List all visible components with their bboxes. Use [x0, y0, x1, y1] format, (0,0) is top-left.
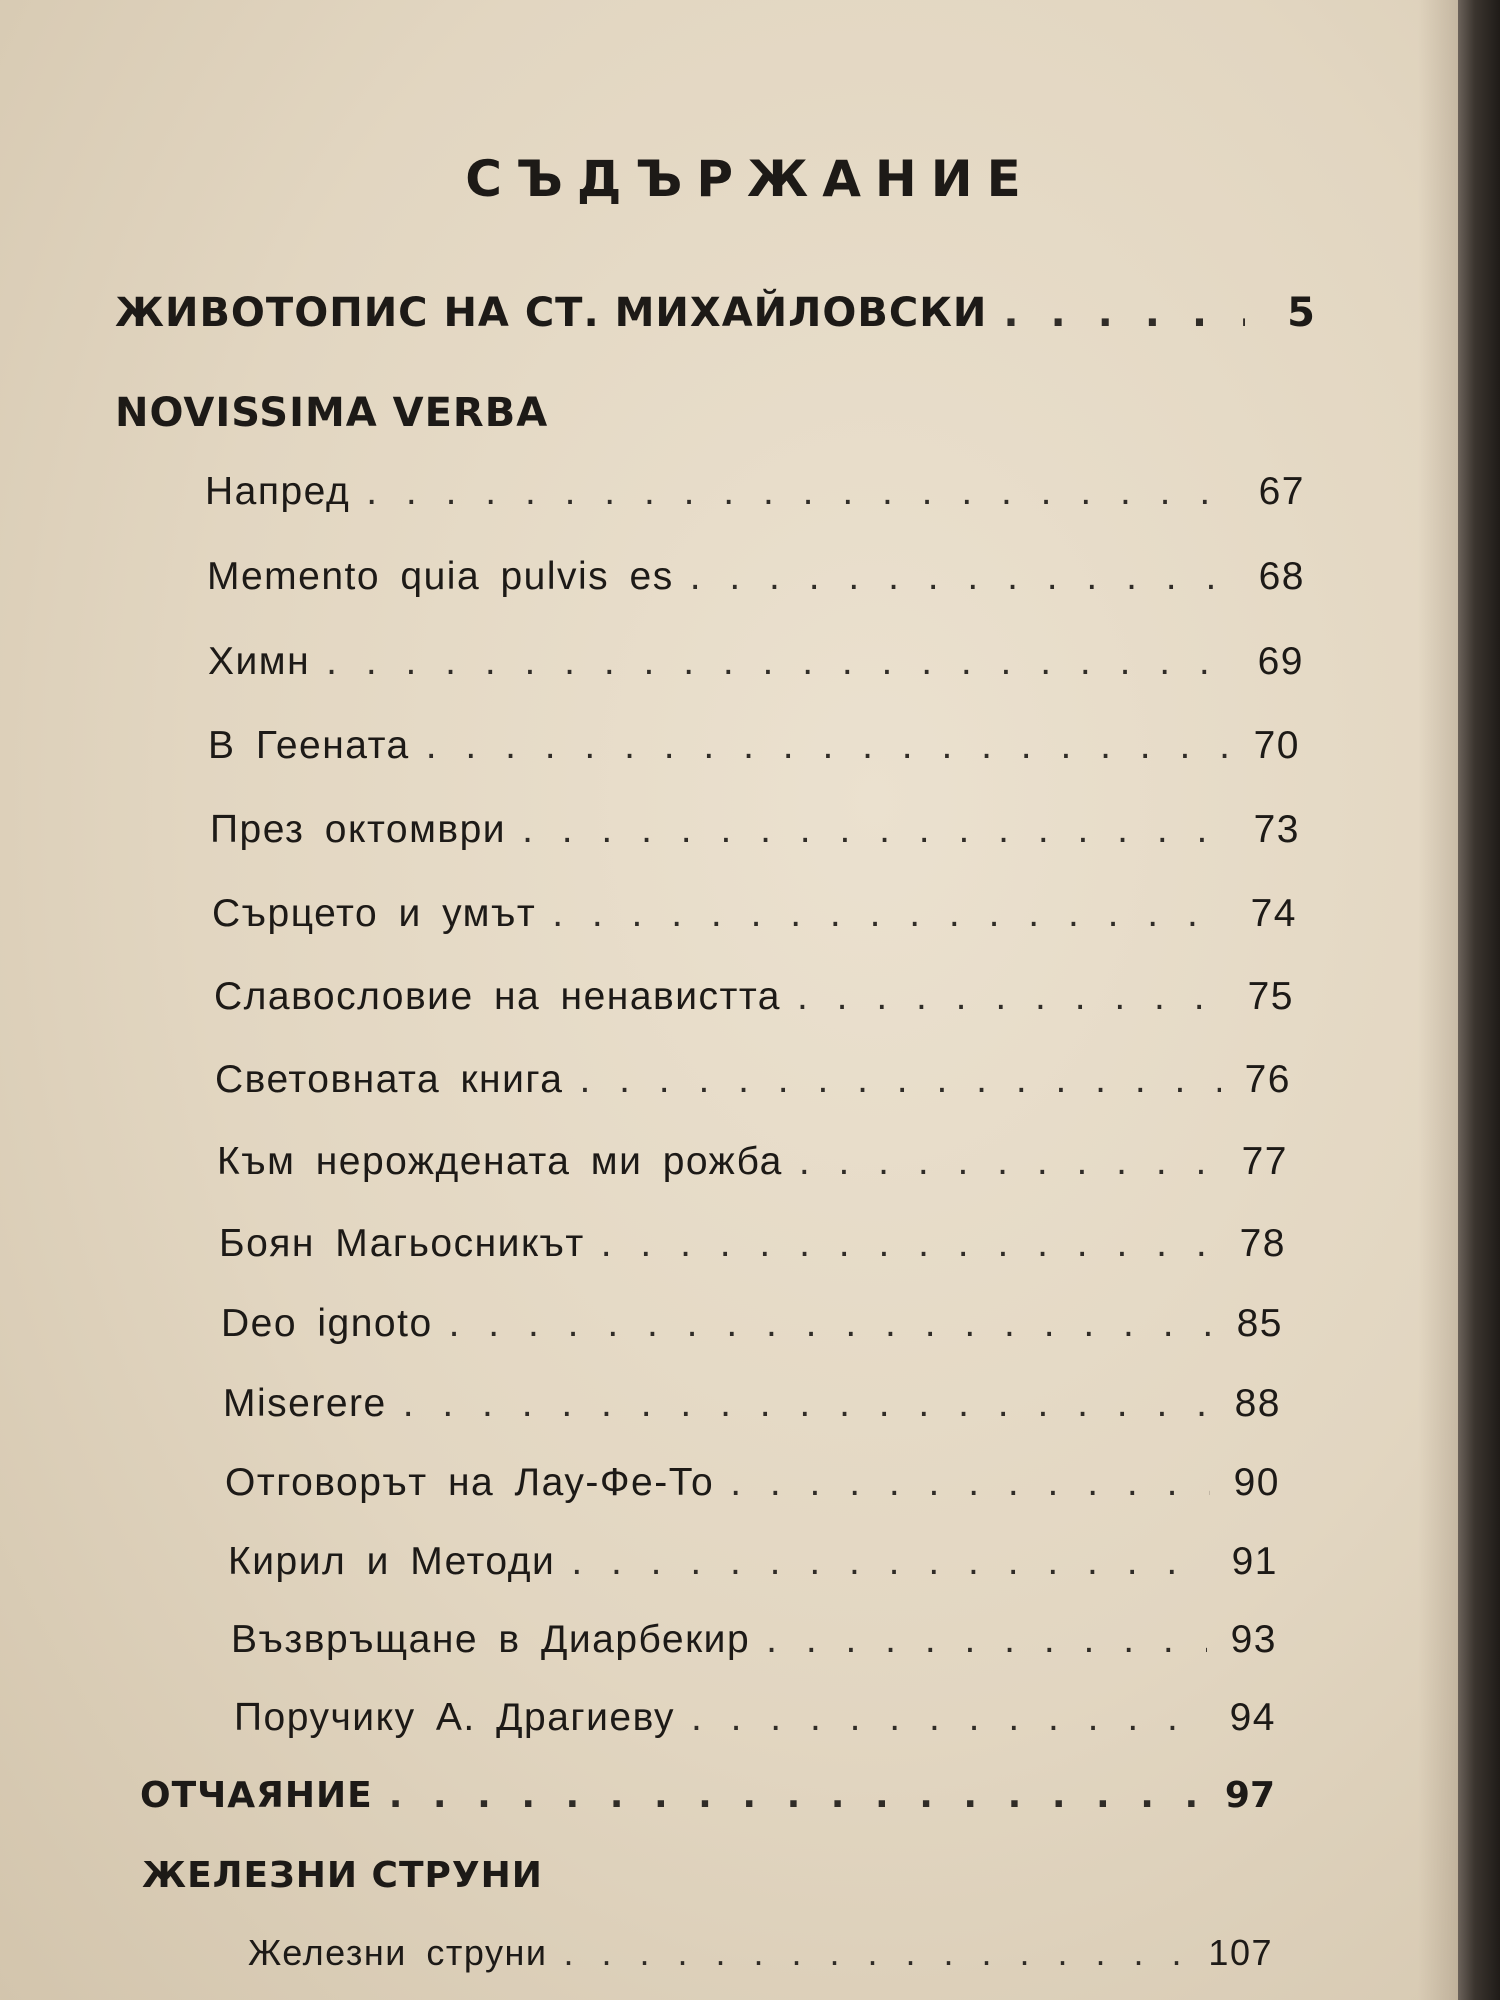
toc-page-number: 88	[1234, 1382, 1281, 1425]
toc-label: Deo ignoto	[221, 1302, 433, 1345]
toc-label: Сърцето и умът	[212, 892, 537, 935]
dot-leader	[730, 1461, 1210, 1505]
toc-label: Възвръщане в Диарбекир	[231, 1618, 751, 1661]
toc-label: В Геената	[208, 724, 410, 767]
toc-entry	[207, 555, 1305, 599]
toc-page-number: 73	[1253, 808, 1300, 851]
toc-label: ЖИВОТОПИС НА СТ. МИХАЙЛОВСКИ	[115, 290, 988, 336]
dot-leader	[563, 1932, 1198, 1974]
toc-label: През октомври	[210, 808, 507, 851]
dot-leader	[601, 1222, 1216, 1266]
toc-entry	[231, 1618, 1277, 1662]
toc-entry	[248, 1932, 1273, 1974]
toc-page-number: 76	[1244, 1058, 1291, 1101]
toc-page-number: 68	[1258, 555, 1305, 598]
toc-label: NOVISSIMA VERBA	[115, 390, 549, 436]
toc-entry	[217, 1140, 1288, 1184]
toc-label: Memento quia pulvis es	[207, 555, 674, 598]
toc-section-iron-strings	[142, 1855, 1272, 1896]
dot-leader	[766, 1618, 1207, 1662]
toc-page-number: 94	[1229, 1696, 1276, 1739]
dot-leader	[522, 808, 1230, 852]
toc-page-number: 77	[1241, 1140, 1288, 1183]
toc-label: Поручику А. Драгиеву	[234, 1696, 675, 1739]
toc-page-number: 75	[1247, 975, 1294, 1018]
toc-entry	[205, 470, 1305, 514]
toc-page-number: 67	[1258, 470, 1305, 513]
dot-leader	[579, 1058, 1221, 1102]
toc-page-number: 69	[1257, 640, 1304, 683]
toc-page-number: 93	[1230, 1618, 1277, 1661]
dot-leader	[426, 724, 1230, 768]
toc-label: Славословие на ненавистта	[214, 975, 781, 1018]
toc-section-despair	[140, 1775, 1275, 1816]
toc-entry	[228, 1540, 1278, 1584]
toc-section-biography	[115, 290, 1315, 336]
toc-label: ОТЧАЯНИЕ	[140, 1775, 373, 1816]
dot-leader	[552, 892, 1227, 936]
toc-page-number: 97	[1224, 1775, 1275, 1816]
toc-label: Световната книга	[215, 1058, 564, 1101]
toc-entry	[212, 892, 1297, 936]
toc-entry	[234, 1696, 1276, 1740]
toc-label: Железни струни	[248, 1932, 548, 1973]
book-edge	[1458, 0, 1500, 2000]
toc-entry	[221, 1302, 1283, 1346]
toc-entry	[208, 640, 1304, 684]
page-title: СЪДЪРЖАНИЕ	[465, 150, 1035, 208]
dot-leader	[326, 640, 1234, 684]
toc-label: Боян Магьосникът	[219, 1222, 585, 1265]
toc-label: Напред	[205, 470, 351, 513]
dot-leader	[691, 1696, 1206, 1740]
toc-entry	[214, 975, 1294, 1019]
toc-label: Към нерождената ми рожба	[217, 1140, 783, 1183]
toc-entry	[219, 1222, 1286, 1266]
toc-page-number: 90	[1233, 1461, 1280, 1504]
dot-leader	[571, 1540, 1208, 1584]
dot-leader	[1003, 290, 1245, 336]
dot-leader	[797, 975, 1224, 1019]
dot-leader	[690, 555, 1235, 599]
toc-page-number: 107	[1208, 1932, 1273, 1973]
toc-page-number: 91	[1231, 1540, 1278, 1583]
toc-label: Химн	[208, 640, 311, 683]
toc-label: Отговорът на Лау-Фе-То	[225, 1461, 715, 1504]
toc-page-number: 85	[1236, 1302, 1283, 1345]
dot-leader	[799, 1140, 1218, 1184]
toc-page-number: 70	[1253, 724, 1300, 767]
toc-entry	[215, 1058, 1291, 1102]
toc-label: ЖЕЛЕЗНИ СТРУНИ	[142, 1855, 543, 1896]
toc-page-number: 5	[1287, 290, 1315, 336]
toc-entry	[225, 1461, 1280, 1505]
toc-entry	[210, 808, 1300, 852]
toc-label: Miserere	[223, 1382, 387, 1425]
toc-page-number: 74	[1250, 892, 1297, 935]
dot-leader	[389, 1775, 1205, 1816]
toc-entry	[208, 724, 1300, 768]
toc-section-novissima-verba	[115, 390, 1315, 436]
dot-leader	[366, 470, 1235, 514]
toc-label: Кирил и Методи	[228, 1540, 556, 1583]
toc-page-number: 78	[1239, 1222, 1286, 1265]
dot-leader	[403, 1382, 1211, 1426]
toc-entry	[223, 1382, 1281, 1426]
dot-leader	[449, 1302, 1213, 1346]
